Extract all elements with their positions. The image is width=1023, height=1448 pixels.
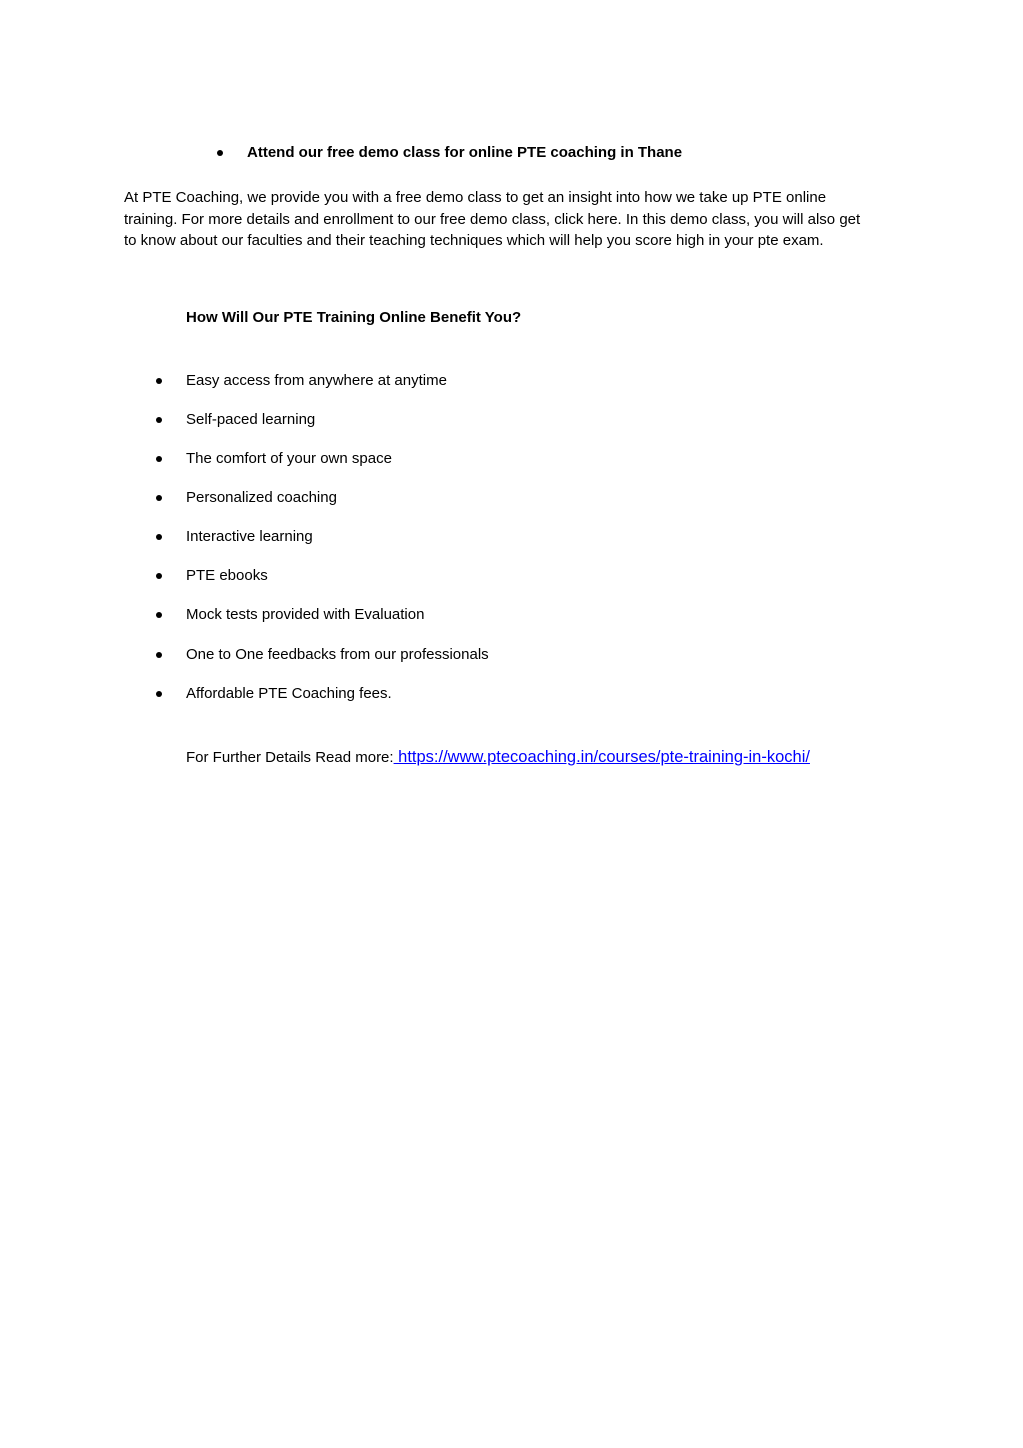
bullet-icon	[156, 456, 162, 462]
list-item: Self-paced learning	[186, 411, 316, 428]
bullet-icon	[156, 612, 162, 618]
list-item: Personalized coaching	[186, 489, 337, 506]
read-more-line	[186, 747, 810, 768]
bullet-icon	[217, 150, 223, 156]
list-item: PTE ebooks	[186, 567, 268, 584]
bullet-icon	[156, 378, 162, 384]
read-more-label: For Further Details Read more:	[186, 749, 394, 766]
list-item: Interactive learning	[186, 528, 313, 545]
intro-line: training. For more details and enrollment to our free demo class, click here. In this demo class, you will also get	[124, 210, 861, 228]
intro-line: At PTE Coaching, we provide you with a free demo class to get an insight into how we take up PTE online	[124, 189, 827, 206]
bullet-icon	[156, 534, 162, 540]
bullet-icon	[156, 417, 162, 423]
list-item: Affordable PTE Coaching fees.	[186, 685, 392, 702]
demo-class-heading: Attend our free demo class for online PTE coaching in Thane	[247, 144, 683, 161]
list-item: The comfort of your own space	[186, 450, 392, 467]
intro-paragraph	[124, 187, 914, 252]
list-item: Mock tests provided with Evaluation	[186, 606, 425, 623]
list-item: Easy access from anywhere at anytime	[186, 372, 447, 389]
bullet-icon	[156, 652, 162, 658]
benefits-heading: How Will Our PTE Training Online Benefit You?	[186, 309, 522, 326]
list-item: One to One feedbacks from our professionals	[186, 646, 489, 663]
bullet-icon	[156, 495, 162, 501]
course-link[interactable]: https://www.ptecoaching.in/courses/pte-training-in-kochi/	[393, 748, 810, 766]
intro-line: to know about our faculties and their teaching techniques which will help you score high in your pte exam.	[124, 232, 824, 249]
bullet-icon	[156, 573, 162, 579]
bullet-icon	[156, 691, 162, 697]
